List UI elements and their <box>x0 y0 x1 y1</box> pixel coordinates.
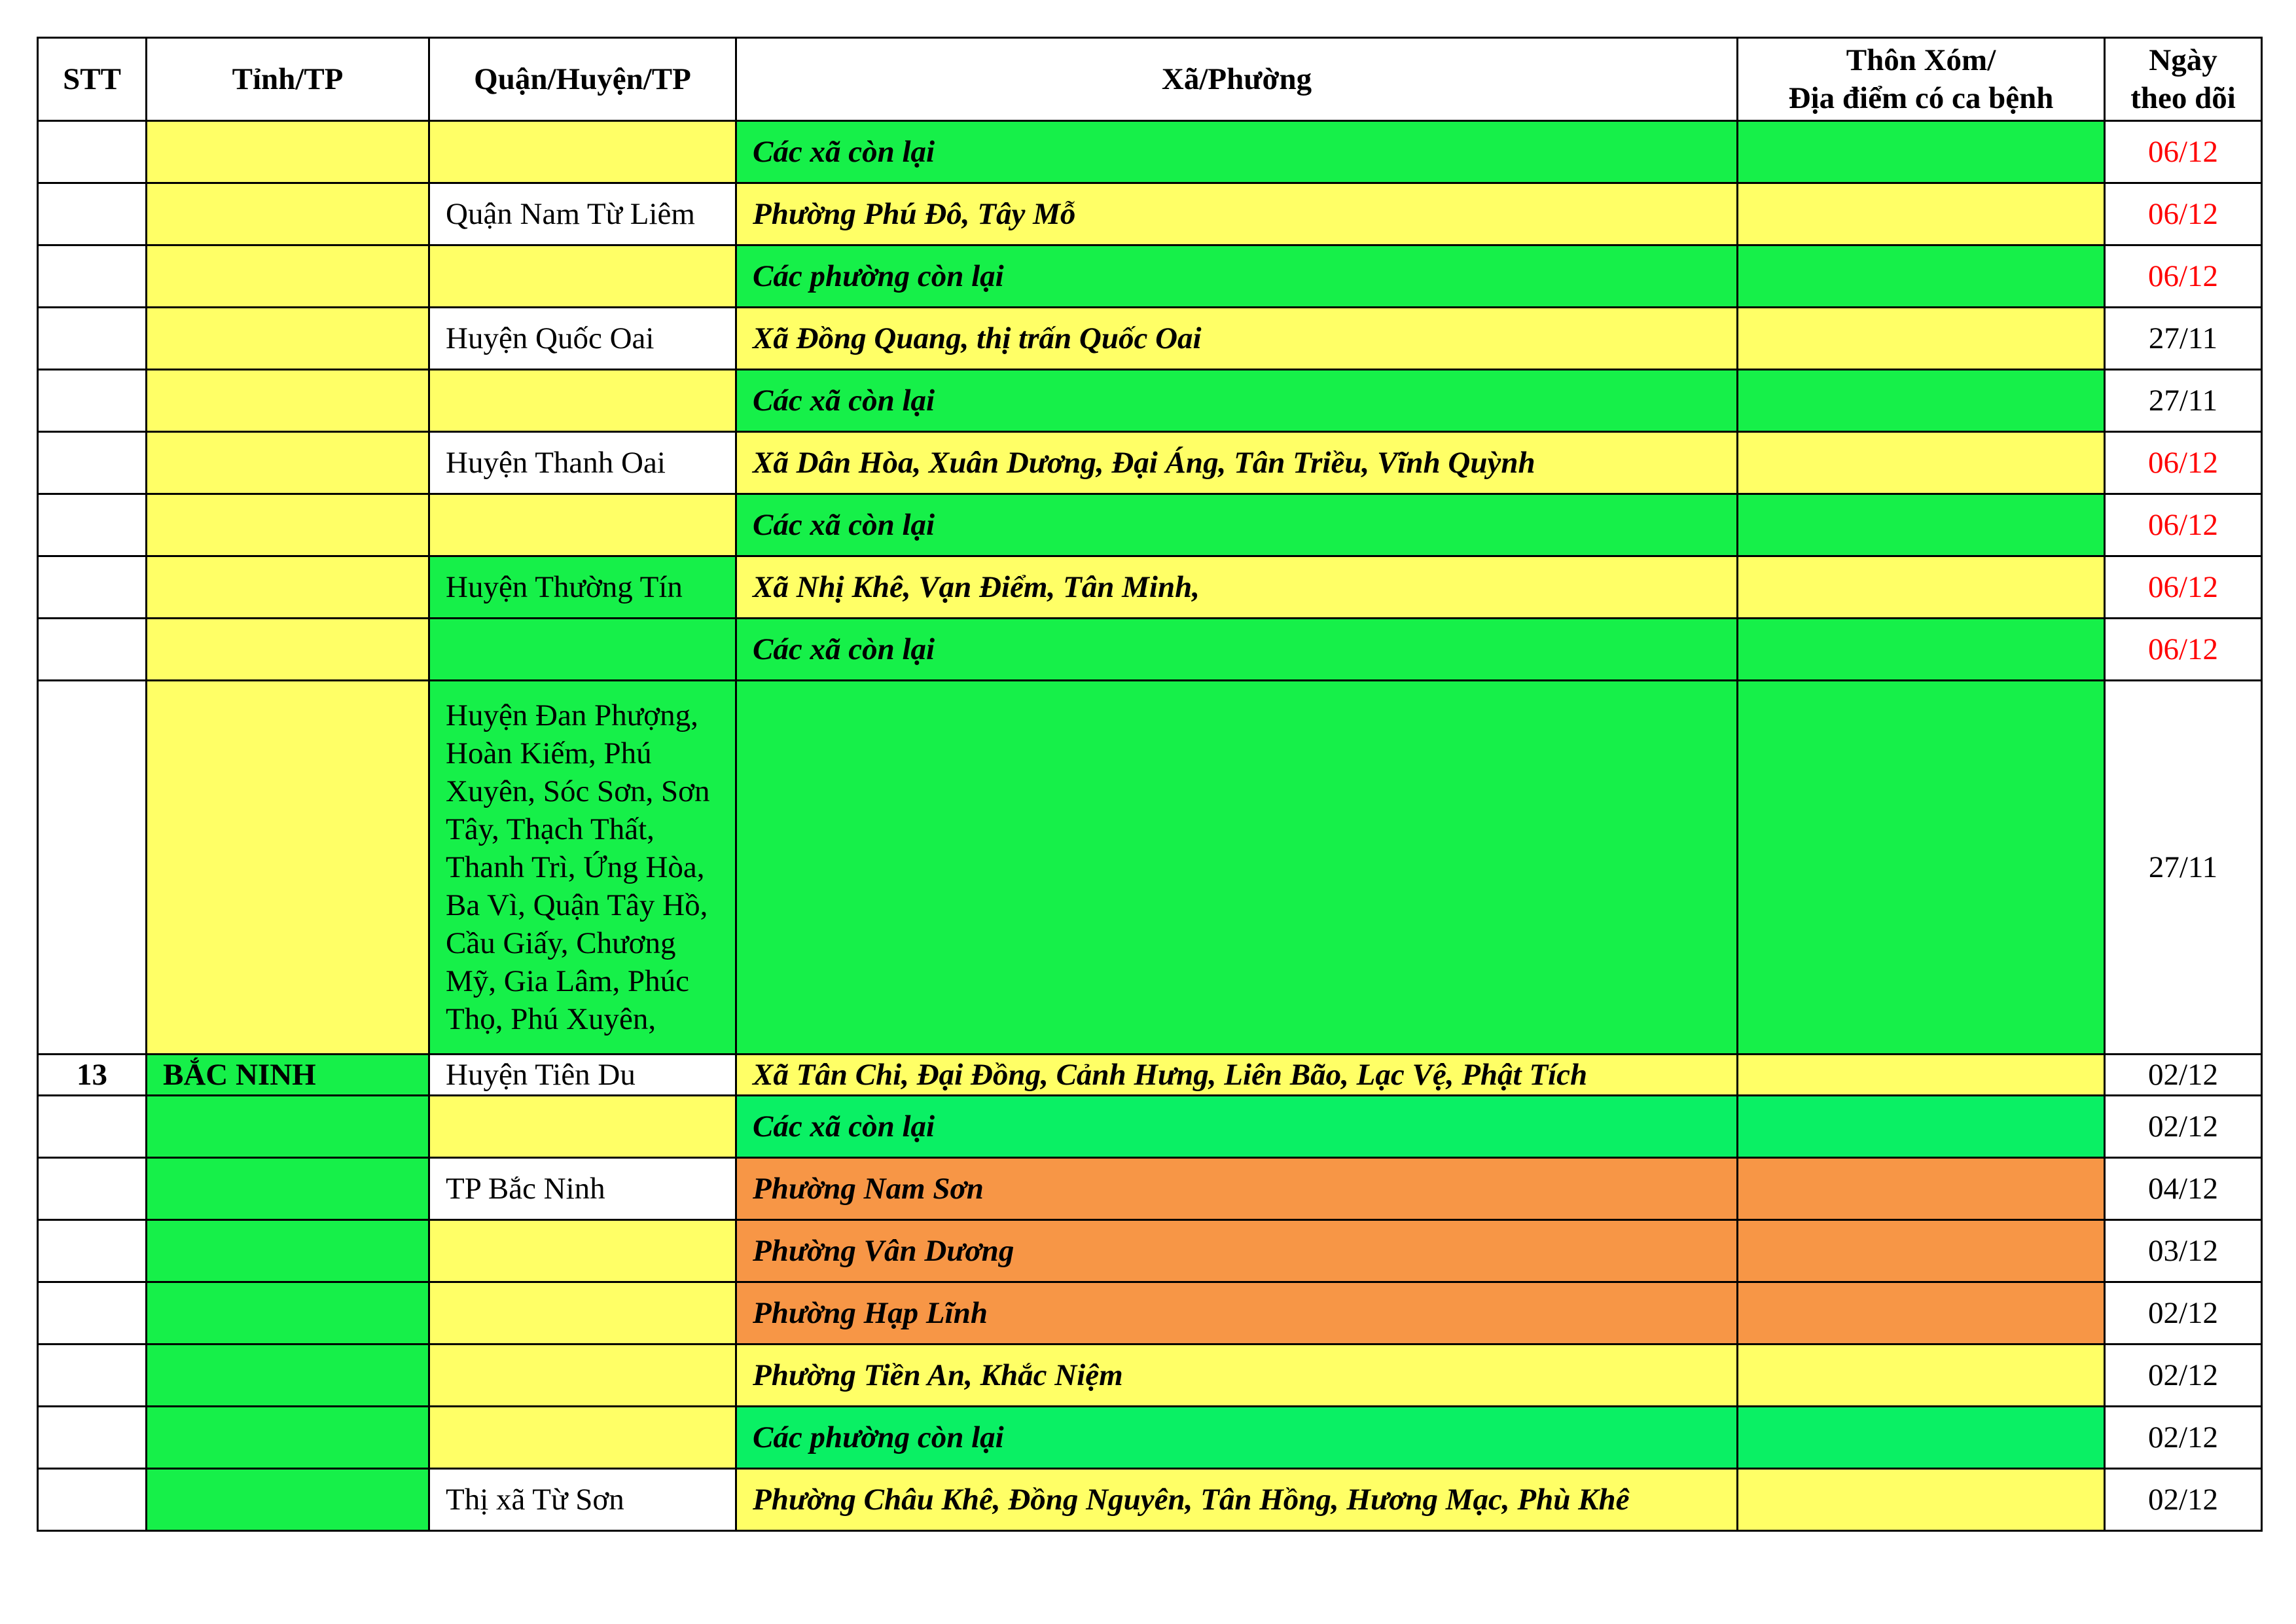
table-row <box>38 1407 2262 1469</box>
cell-ward: Phường Nam Sơn <box>736 1158 1738 1220</box>
header-district: Quận/Huyện/TP <box>429 38 736 121</box>
table-row <box>38 432 2262 494</box>
cell-ward: Xã Dân Hòa, Xuân Dương, Đại Áng, Tân Triều, Vĩnh Quỳnh <box>736 432 1738 494</box>
cell-stt <box>38 370 147 432</box>
cell-date: 27/11 <box>2105 370 2262 432</box>
header-date <box>2105 38 2262 121</box>
cell-stt <box>38 1220 147 1282</box>
cell-place <box>1738 121 2105 183</box>
cell-ward: Phường Hạp Lĩnh <box>736 1282 1738 1344</box>
cell-province <box>147 1282 429 1344</box>
cell-district <box>429 494 736 556</box>
cell-date: 02/12 <box>2105 1469 2262 1531</box>
cell-place <box>1738 183 2105 245</box>
cell-district: Thị xã Từ Sơn <box>429 1469 736 1531</box>
cell-province <box>147 1220 429 1282</box>
cell-province <box>147 494 429 556</box>
table-row <box>38 370 2262 432</box>
cell-district <box>429 619 736 681</box>
cell-ward: Các xã còn lại <box>736 1096 1738 1158</box>
cell-district: Huyện Thanh Oai <box>429 432 736 494</box>
table-row <box>38 183 2262 245</box>
header-stt: STT <box>38 38 147 121</box>
cell-date: 03/12 <box>2105 1220 2262 1282</box>
cell-place <box>1738 1220 2105 1282</box>
cell-district <box>429 245 736 308</box>
cell-district <box>429 121 736 183</box>
cell-province <box>147 183 429 245</box>
cell-date: 27/11 <box>2105 308 2262 370</box>
cell-stt <box>38 1407 147 1469</box>
cell-province <box>147 619 429 681</box>
cell-province <box>147 1469 429 1531</box>
cell-place <box>1738 308 2105 370</box>
cell-ward: Phường Vân Dương <box>736 1220 1738 1282</box>
cell-date: 02/12 <box>2105 1096 2262 1158</box>
header-ward: Xã/Phường <box>736 38 1738 121</box>
cell-stt <box>38 121 147 183</box>
cell-province <box>147 121 429 183</box>
table-row <box>38 1282 2262 1344</box>
cell-stt <box>38 245 147 308</box>
cell-ward: Các xã còn lại <box>736 619 1738 681</box>
cell-province <box>147 432 429 494</box>
cell-stt <box>38 308 147 370</box>
cell-place <box>1738 1282 2105 1344</box>
cell-ward: Phường Phú Đô, Tây Mỗ <box>736 183 1738 245</box>
cell-ward: Các phường còn lại <box>736 1407 1738 1469</box>
cell-district: Quận Nam Từ Liêm <box>429 183 736 245</box>
header-date-line1: Ngày <box>2149 43 2217 77</box>
cell-place <box>1738 681 2105 1055</box>
cell-province <box>147 370 429 432</box>
cell-place <box>1738 494 2105 556</box>
header-place <box>1738 38 2105 121</box>
cell-ward: Các xã còn lại <box>736 121 1738 183</box>
cell-stt <box>38 432 147 494</box>
table-row <box>38 1469 2262 1531</box>
cell-place <box>1738 1096 2105 1158</box>
cell-place <box>1738 370 2105 432</box>
table-header-row <box>38 38 2262 121</box>
cell-stt <box>38 1096 147 1158</box>
cell-district <box>429 370 736 432</box>
cell-place <box>1738 245 2105 308</box>
cell-place <box>1738 619 2105 681</box>
cell-place <box>1738 1344 2105 1407</box>
cell-stt <box>38 1344 147 1407</box>
table-row <box>38 494 2262 556</box>
covid-zone-table <box>37 37 2263 1532</box>
table-row <box>38 1096 2262 1158</box>
table-row <box>38 556 2262 619</box>
cell-ward <box>736 681 1738 1055</box>
cell-date: 06/12 <box>2105 494 2262 556</box>
table-row <box>38 1220 2262 1282</box>
cell-province <box>147 308 429 370</box>
cell-district: TP Bắc Ninh <box>429 1158 736 1220</box>
cell-date: 06/12 <box>2105 121 2262 183</box>
cell-province <box>147 1158 429 1220</box>
cell-district: Huyện Tiên Du <box>429 1055 736 1096</box>
cell-stt <box>38 183 147 245</box>
table-row <box>38 681 2262 1055</box>
cell-district <box>429 1282 736 1344</box>
cell-date: 04/12 <box>2105 1158 2262 1220</box>
cell-ward: Các xã còn lại <box>736 494 1738 556</box>
cell-stt <box>38 1282 147 1344</box>
cell-date: 02/12 <box>2105 1055 2262 1096</box>
header-province: Tỉnh/TP <box>147 38 429 121</box>
cell-province <box>147 1407 429 1469</box>
cell-province: BẮC NINH <box>147 1055 429 1096</box>
cell-stt <box>38 681 147 1055</box>
table-row <box>38 1158 2262 1220</box>
cell-stt: 13 <box>38 1055 147 1096</box>
header-place-line1: Thôn Xóm/ <box>1846 43 1996 77</box>
cell-place <box>1738 1407 2105 1469</box>
cell-district <box>429 1344 736 1407</box>
cell-stt <box>38 556 147 619</box>
table-row <box>38 308 2262 370</box>
cell-stt <box>38 619 147 681</box>
cell-district <box>429 1220 736 1282</box>
cell-district: Huyện Đan Phượng, Hoàn Kiếm, Phú Xuyên, Sóc Sơn, Sơn Tây, Thạch Thất, Thanh Trì, Ứng Hòa, Ba Vì, Quận Tây Hồ, Cầu Giấy, Chương Mỹ, Gia Lâm, Phúc Thọ, Phú Xuyên, <box>429 681 736 1055</box>
table-row <box>38 1055 2262 1096</box>
cell-district: Huyện Thường Tín <box>429 556 736 619</box>
cell-date: 06/12 <box>2105 245 2262 308</box>
cell-place <box>1738 1158 2105 1220</box>
cell-date: 06/12 <box>2105 432 2262 494</box>
cell-stt <box>38 494 147 556</box>
cell-date: 27/11 <box>2105 681 2262 1055</box>
cell-date: 02/12 <box>2105 1282 2262 1344</box>
cell-place <box>1738 556 2105 619</box>
cell-ward: Xã Tân Chi, Đại Đồng, Cảnh Hưng, Liên Bão, Lạc Vệ, Phật Tích <box>736 1055 1738 1096</box>
cell-ward: Phường Châu Khê, Đồng Nguyên, Tân Hồng, Hương Mạc, Phù Khê <box>736 1469 1738 1531</box>
cell-district <box>429 1407 736 1469</box>
cell-stt <box>38 1469 147 1531</box>
cell-date: 02/12 <box>2105 1407 2262 1469</box>
cell-place <box>1738 1469 2105 1531</box>
cell-date: 06/12 <box>2105 619 2262 681</box>
cell-place <box>1738 432 2105 494</box>
cell-date: 06/12 <box>2105 556 2262 619</box>
cell-date: 02/12 <box>2105 1344 2262 1407</box>
cell-province <box>147 1344 429 1407</box>
cell-ward: Các phường còn lại <box>736 245 1738 308</box>
header-place-line2: Địa điểm có ca bệnh <box>1788 81 2054 115</box>
cell-district <box>429 1096 736 1158</box>
table-row <box>38 1344 2262 1407</box>
table-row <box>38 121 2262 183</box>
cell-date: 06/12 <box>2105 183 2262 245</box>
table-row <box>38 619 2262 681</box>
cell-ward: Xã Nhị Khê, Vạn Điểm, Tân Minh, <box>736 556 1738 619</box>
cell-province <box>147 556 429 619</box>
header-date-line2: theo dõi <box>2130 81 2236 115</box>
cell-place <box>1738 1055 2105 1096</box>
cell-ward: Các xã còn lại <box>736 370 1738 432</box>
cell-stt <box>38 1158 147 1220</box>
cell-province <box>147 1096 429 1158</box>
cell-province <box>147 245 429 308</box>
cell-ward: Phường Tiền An, Khắc Niệm <box>736 1344 1738 1407</box>
table-row <box>38 245 2262 308</box>
cell-ward: Xã Đồng Quang, thị trấn Quốc Oai <box>736 308 1738 370</box>
cell-district: Huyện Quốc Oai <box>429 308 736 370</box>
cell-province <box>147 681 429 1055</box>
